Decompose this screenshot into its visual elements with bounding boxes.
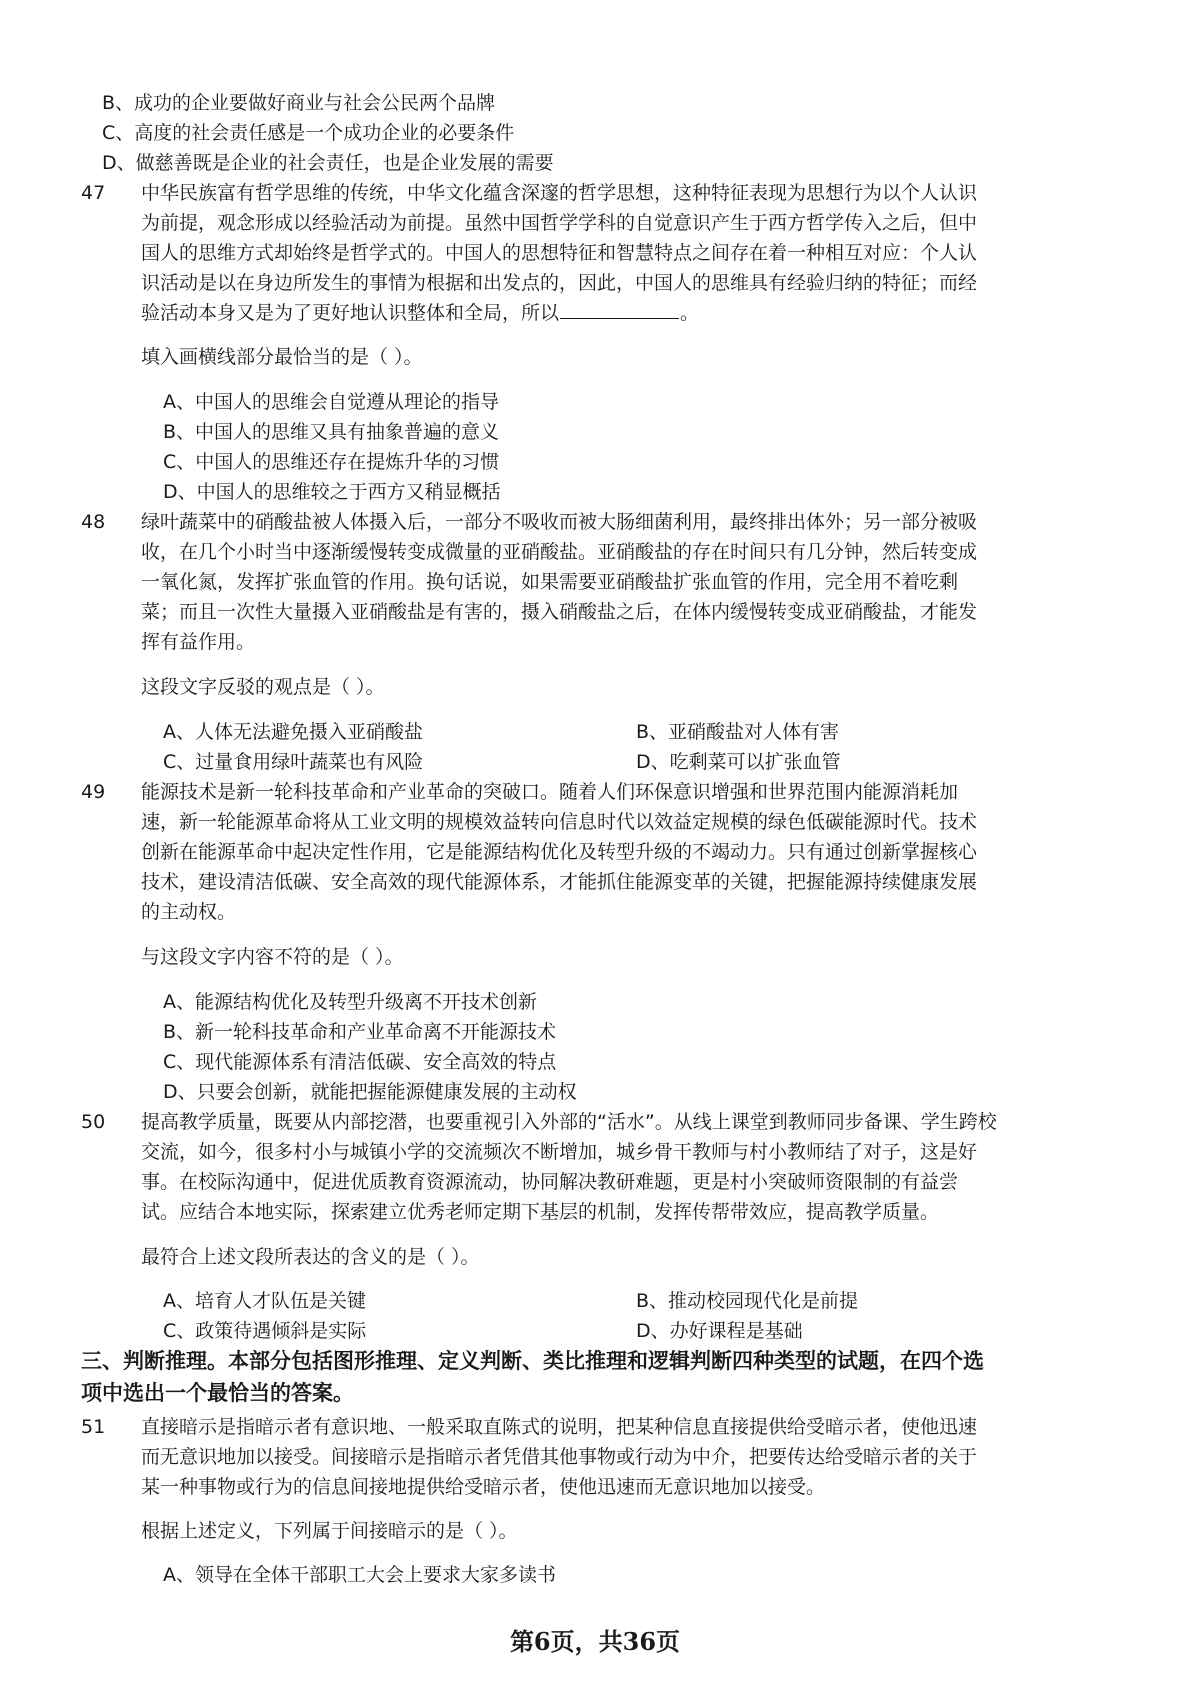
- question-text-fragment: 。: [680, 302, 700, 324]
- question-text-line: 能源技术是新一轮科技革命和产业革命的突破口。随着人们环保意识增强和世界范围内能源消耗加: [141, 781, 959, 803]
- option-b: B、推动校园现代化是前提: [636, 1290, 859, 1312]
- page-footer: 第6页，共36页: [509, 1627, 681, 1656]
- option-a: A、培育人才队伍是关键: [163, 1290, 366, 1312]
- question-text-line: 为前提，观念形成以经验活动为前提。虽然中国哲学学科的自觉意识产生于西方哲学传入之后，但中: [141, 212, 978, 234]
- question-prompt: 这段文字反驳的观点是（ ）。: [141, 676, 385, 698]
- question-text-line: 挥有益作用。: [141, 631, 256, 653]
- option-c: C、政策待遇倾斜是实际: [163, 1320, 367, 1342]
- question-text-line: 中华民族富有哲学思维的传统，中华文化蕴含深邃的哲学思想，这种特征表现为思想行为以个人认识: [141, 182, 978, 204]
- question-text-line: 的主动权。: [141, 901, 237, 923]
- question-text-line: 而无意识地加以接受。间接暗示是指暗示者凭借其他事物或行动为中介，把要传达给受暗示者的关于: [141, 1446, 978, 1468]
- question-text-line: 直接暗示是指暗示者有意识地、一般采取直陈式的说明，把某种信息直接提供给受暗示者，使他迅速: [141, 1416, 978, 1438]
- option-d: D、只要会创新，就能把握能源健康发展的主动权: [163, 1081, 577, 1103]
- section-heading: 三、判断推理。本部分包括图形推理、定义判断、类比推理和逻辑判断四种类型的试题，在四个选: [81, 1349, 984, 1373]
- question-text-fragment: 验活动本身又是为了更好地认识整体和全局，所以: [141, 302, 560, 324]
- option-a: A、能源结构优化及转型升级离不开技术创新: [163, 991, 537, 1013]
- question-text-line: 提高教学质量，既要从内部挖潜，也要重视引入外部的“活水”。从线上课堂到教师同步备课、学生跨校: [141, 1111, 997, 1133]
- option-d: D、做慈善既是企业的社会责任，也是企业发展的需要: [102, 152, 554, 174]
- question-text-line: 速，新一轮能源革命将从工业文明的规模效益转向信息时代以效益定规模的绿色低碳能源时代。技术: [141, 811, 978, 833]
- question-text-line: 交流，如今，很多村小与城镇小学的交流频次不断增加，城乡骨干教师与村小教师结了对子，这是好: [141, 1141, 978, 1163]
- question-prompt: 最符合上述文段所表达的含义的是（ ）。: [141, 1246, 480, 1268]
- option-c: C、高度的社会责任感是一个成功企业的必要条件: [102, 122, 515, 144]
- question-text-line: 国人的思维方式却始终是哲学式的。中国人的思想特征和智慧特点之间存在着一种相互对应：个人认: [141, 242, 978, 264]
- question-text-line: 某一种事物或行为的信息间接地提供给受暗示者，使他迅速而无意识地加以接受。: [141, 1476, 826, 1498]
- question-text-line: 收，在几个小时当中逐渐缓慢转变成微量的亚硝酸盐。亚硝酸盐的存在时间只有几分钟，然后转变成: [141, 541, 978, 563]
- question-number: 50: [81, 1111, 106, 1133]
- option-a: A、领导在全体干部职工大会上要求大家多读书: [163, 1564, 556, 1586]
- fill-in-blank: [560, 318, 679, 319]
- question-text-line: 菜；而且一次性大量摄入亚硝酸盐是有害的，摄入硝酸盐之后，在体内缓慢转变成亚硝酸盐，才能发: [141, 601, 978, 623]
- option-c: C、中国人的思维还存在提炼升华的习惯: [163, 451, 500, 473]
- question-text-line: 技术，建设清洁低碳、安全高效的现代能源体系，才能抓住能源变革的关键，把握能源持续健康发展: [141, 871, 978, 893]
- question-text-line: 绿叶蔬菜中的硝酸盐被人体摄入后，一部分不吸收而被大肠细菌利用，最终排出体外；另一部分被吸: [141, 511, 978, 533]
- option-d: D、中国人的思维较之于西方又稍显概括: [163, 481, 501, 503]
- question-text-line: 一氧化氮，发挥扩张血管的作用。换句话说，如果需要亚硝酸盐扩张血管的作用，完全用不着吃剩: [141, 571, 959, 593]
- option-c: C、过量食用绿叶蔬菜也有风险: [163, 751, 424, 773]
- question-number: 49: [81, 781, 106, 803]
- question-text-line: 事。在校际沟通中，促进优质教育资源流动，协同解决教研难题，更是村小突破师资限制的有益尝: [141, 1171, 959, 1193]
- question-text-line: 创新在能源革命中起决定性作用，它是能源结构优化及转型升级的不竭动力。只有通过创新掌握核心: [141, 841, 978, 863]
- section-heading: 项中选出一个最恰当的答案。: [81, 1381, 354, 1405]
- question-prompt: 填入画横线部分最恰当的是（ ）。: [141, 346, 423, 368]
- option-d: D、吃剩菜可以扩张血管: [636, 751, 841, 773]
- question-number: 47: [81, 182, 106, 204]
- question-number: 51: [81, 1416, 106, 1438]
- question-text-line: [141, 298, 699, 328]
- option-b: B、成功的企业要做好商业与社会公民两个品牌: [102, 92, 496, 114]
- question-prompt: 根据上述定义，下列属于间接暗示的是（ ）。: [141, 1520, 518, 1542]
- option-a: A、中国人的思维会自觉遵从理论的指导: [163, 391, 499, 413]
- question-text-line: 识活动是以在身边所发生的事情为根据和出发点的，因此，中国人的思维具有经验归纳的特征；而经: [141, 272, 978, 294]
- question-prompt: 与这段文字内容不符的是（ ）。: [141, 946, 404, 968]
- option-d: D、办好课程是基础: [636, 1320, 803, 1342]
- option-b: B、亚硝酸盐对人体有害: [636, 721, 840, 743]
- question-number: 48: [81, 511, 106, 533]
- option-b: B、中国人的思维又具有抽象普遍的意义: [163, 421, 500, 443]
- option-a: A、人体无法避免摄入亚硝酸盐: [163, 721, 423, 743]
- option-c: C、现代能源体系有清洁低碳、安全高效的特点: [163, 1051, 557, 1073]
- question-text-line: 试。应结合本地实际，探索建立优秀老师定期下基层的机制，发挥传帮带效应，提高教学质量。: [141, 1201, 940, 1223]
- option-b: B、新一轮科技革命和产业革命离不开能源技术: [163, 1021, 557, 1043]
